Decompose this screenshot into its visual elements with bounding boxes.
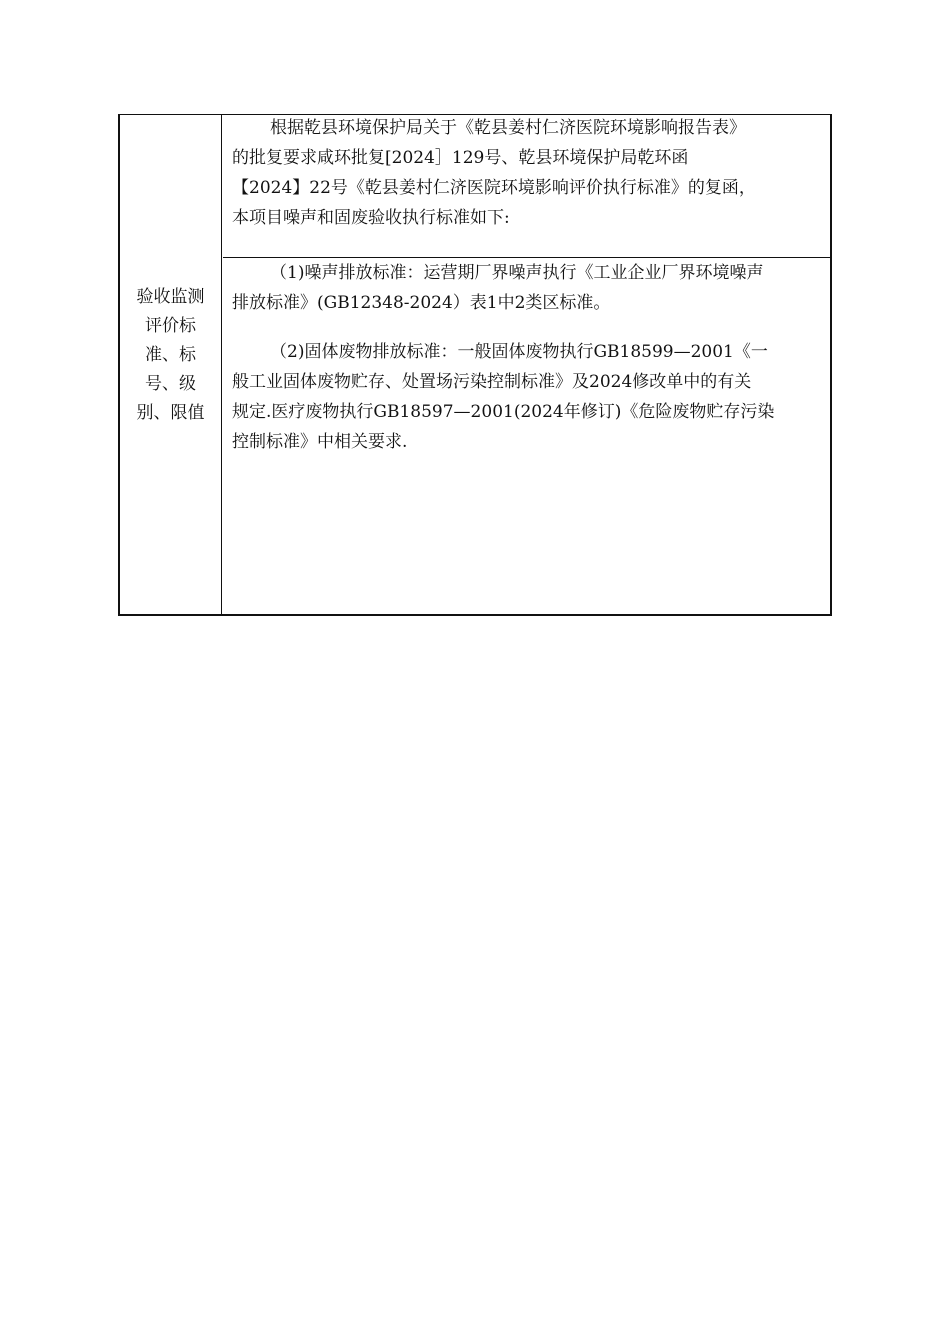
row-header-label xyxy=(126,283,215,428)
intro-line: 根据乾县环境保护局关于《乾县姜村仁济医院环境影响报告表》 xyxy=(270,118,746,138)
waste-line: 般工业固体废物贮存、处置场污染控制标准》及2024修改单中的有关 xyxy=(232,372,752,392)
intro-line: 本项目噪声和固废验收执行标准如下: xyxy=(232,208,510,228)
row-header-line: 准、标 xyxy=(145,345,196,365)
row-header-line: 验收监测 xyxy=(136,287,205,307)
waste-standard-paragraph xyxy=(232,337,824,457)
waste-line: （2)固体废物排放标准：一般固体废物执行GB18599—2001《一 xyxy=(270,342,768,362)
intro-line: 的批复要求咸环批复[2024］129号、乾县环境保护局乾环函 xyxy=(232,148,689,168)
noise-line: 排放标准》(GB12348-2024）表1中2类区标准。 xyxy=(232,293,611,313)
intro-cell xyxy=(223,115,830,258)
intro-paragraph xyxy=(232,113,824,233)
row-header-line: 评价标 xyxy=(145,316,196,336)
intro-line: 【2024】22号《乾县姜村仁济医院环境影响评价执行标准》的复函， xyxy=(232,178,756,198)
waste-line: 规定.医疗废物执行GB18597—2001(2024年修订)《危险废物贮存污染 xyxy=(232,402,775,422)
row-header-cell xyxy=(120,115,222,614)
standards-cell xyxy=(223,258,830,614)
noise-standard-paragraph xyxy=(232,258,824,318)
row-header-line: 别、限值 xyxy=(136,403,205,423)
row-header-line: 号、级 xyxy=(145,374,196,394)
noise-line: （1)噪声排放标准：运营期厂界噪声执行《工业企业厂界环境噪声 xyxy=(270,263,764,283)
standards-table xyxy=(118,114,832,616)
waste-line: 控制标准》中相关要求. xyxy=(232,432,408,452)
